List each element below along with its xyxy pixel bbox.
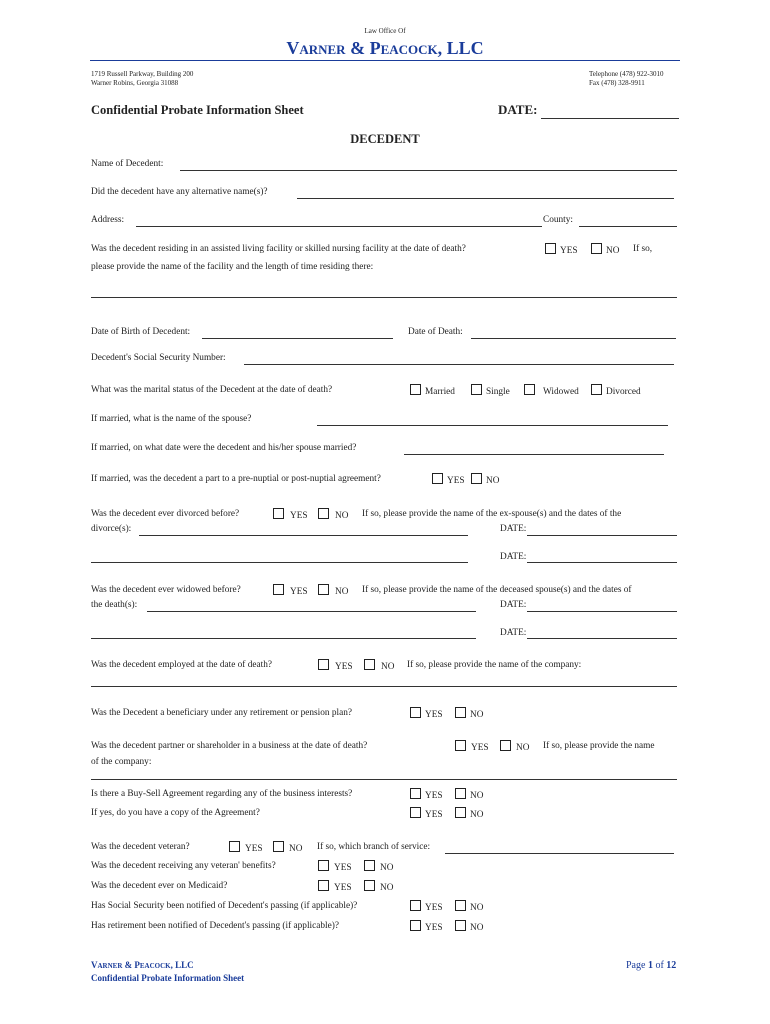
vet-benefits-no[interactable]: NO xyxy=(364,860,393,873)
name-field[interactable] xyxy=(180,170,677,171)
partner-no[interactable]: NO xyxy=(500,740,529,753)
spouse-name-field[interactable] xyxy=(317,425,668,426)
medicaid-yes[interactable]: YES xyxy=(318,880,352,893)
beneficiary-question: Was the Decedent a beneficiary under any retirement or pension plan? xyxy=(91,708,352,718)
employed-company-field[interactable] xyxy=(91,686,677,687)
alt-name-field[interactable] xyxy=(297,198,674,199)
widowed-name-field-1[interactable] xyxy=(147,611,476,612)
address-label: Address: xyxy=(91,215,125,225)
header-rule xyxy=(90,60,680,61)
copy-question: If yes, do you have a copy of the Agreement? xyxy=(91,808,260,818)
section-heading: DECEDENT xyxy=(350,132,420,146)
divorced-question: Was the decedent ever divorced before? xyxy=(91,509,240,519)
beneficiary-yes[interactable]: YES xyxy=(410,707,443,720)
dod-field[interactable] xyxy=(471,338,676,339)
checkbox[interactable] xyxy=(455,920,466,931)
facility-no[interactable]: NO xyxy=(591,243,619,256)
checkbox[interactable] xyxy=(364,659,375,670)
checkbox[interactable] xyxy=(455,707,466,718)
buysell-yes[interactable]: YES xyxy=(410,788,443,801)
vet-benefits-question: Was the decedent receiving any veteran' benefits? xyxy=(91,861,276,871)
employed-if-so: If so, please provide the name of the company: xyxy=(407,660,582,670)
veteran-no[interactable]: NO xyxy=(273,841,302,854)
marriage-date-label: If married, on what date were the decedent and his/her spouse married? xyxy=(91,443,357,453)
widowed-if-so-2: the death(s): xyxy=(91,600,138,610)
footer-firm-name: VARNER & PEACOCK, LLC xyxy=(91,960,194,970)
firm-name: VARNER & PEACOCK, LLC xyxy=(286,38,484,58)
copy-no[interactable]: NO xyxy=(455,807,483,820)
checkbox[interactable] xyxy=(410,920,421,931)
divorced-date-field-2[interactable] xyxy=(527,562,677,563)
divorced-yes[interactable]: YES xyxy=(273,508,308,521)
checkbox[interactable] xyxy=(455,900,466,911)
checkbox[interactable] xyxy=(273,584,284,595)
buysell-no[interactable]: NO xyxy=(455,788,483,801)
checkbox[interactable] xyxy=(455,807,466,818)
retirement-yes[interactable]: YES xyxy=(410,920,443,933)
alt-name-label: Did the decedent have any alternative name(s)? xyxy=(91,187,268,197)
divorced-no[interactable]: NO xyxy=(318,508,348,521)
address-line2: Warner Robins, Georgia 31088 xyxy=(91,79,179,87)
widowed-date-field-1[interactable] xyxy=(527,611,677,612)
checkbox[interactable] xyxy=(410,900,421,911)
dob-label: Date of Birth of Decedent: xyxy=(91,327,191,337)
medicaid-no[interactable]: NO xyxy=(364,880,393,893)
checkbox[interactable] xyxy=(410,807,421,818)
marital-widowed[interactable]: Widowed xyxy=(524,384,579,397)
prenup-question: If married, was the decedent a part to a pre-nuptial or post-nuptial agreement? xyxy=(91,474,381,484)
dod-label: Date of Death: xyxy=(408,327,463,337)
partner-company-field[interactable] xyxy=(91,779,677,780)
checkbox[interactable] xyxy=(524,384,535,395)
date-field[interactable] xyxy=(541,118,679,119)
divorced-if-so: If so, please provide the name of the ex-spouse(s) and the dates of the xyxy=(362,509,622,519)
veteran-if-so: If so, which branch of service: xyxy=(317,842,431,852)
ss-yes[interactable]: YES xyxy=(410,900,443,913)
name-label: Name of Decedent: xyxy=(91,159,164,169)
county-field[interactable] xyxy=(579,226,677,227)
beneficiary-no[interactable]: NO xyxy=(455,707,483,720)
divorced-name-field-1[interactable] xyxy=(139,535,468,536)
page-number: Page 1 of 12 xyxy=(626,960,677,971)
facility-question-2: please provide the name of the facility and the length of time residing there: xyxy=(91,262,374,272)
retirement-no[interactable]: NO xyxy=(455,920,483,933)
marital-divorced[interactable]: Divorced xyxy=(591,384,641,397)
telephone: Telephone (478) 922-3010 xyxy=(589,70,664,78)
employed-no[interactable]: NO xyxy=(364,659,394,672)
checkbox[interactable] xyxy=(229,841,240,852)
checkbox[interactable] xyxy=(500,740,511,751)
employed-question: Was the decedent employed at the date of death? xyxy=(91,660,272,670)
divorced-date-field-1[interactable] xyxy=(527,535,677,536)
divorced-date-label-2: DATE: xyxy=(500,552,527,562)
facility-yes[interactable]: YES xyxy=(545,243,578,256)
checkbox[interactable] xyxy=(364,880,375,891)
veteran-branch-field[interactable] xyxy=(445,853,674,854)
dob-field[interactable] xyxy=(202,338,393,339)
checkbox[interactable] xyxy=(318,659,329,670)
medicaid-question: Was the decedent ever on Medicaid? xyxy=(91,881,228,891)
marriage-date-field[interactable] xyxy=(404,454,664,455)
partner-if-so: If so, please provide the name xyxy=(543,741,655,751)
marital-married[interactable]: Married xyxy=(410,384,455,397)
address-line1: 1719 Russell Parkway, Building 200 xyxy=(91,70,194,78)
widowed-name-field-2[interactable] xyxy=(91,638,476,639)
veteran-question: Was the decedent veteran? xyxy=(91,842,190,852)
checkbox[interactable] xyxy=(410,384,421,395)
checkbox[interactable] xyxy=(273,841,284,852)
widowed-date-label-2: DATE: xyxy=(500,628,527,638)
checkbox[interactable] xyxy=(273,508,284,519)
footer-sheet-title: Confidential Probate Information Sheet xyxy=(91,973,245,983)
ss-no[interactable]: NO xyxy=(455,900,483,913)
address-field[interactable] xyxy=(136,226,542,227)
buysell-question: Is there a Buy-Sell Agreement regarding any of the business interests? xyxy=(91,789,353,799)
facility-field[interactable] xyxy=(91,297,677,298)
county-label: County: xyxy=(543,215,573,225)
widowed-question: Was the decedent ever widowed before? xyxy=(91,585,241,595)
law-office-label: Law Office Of xyxy=(364,27,406,35)
retirement-question: Has retirement been notified of Decedent's passing (if applicable)? xyxy=(91,921,339,931)
widowed-no[interactable]: NO xyxy=(318,584,348,597)
ss-question: Has Social Security been notified of Decedent's passing (if applicable)? xyxy=(91,901,358,911)
checkbox[interactable] xyxy=(410,707,421,718)
partner-yes[interactable]: YES xyxy=(455,740,489,753)
prenup-yes[interactable]: YES xyxy=(432,473,465,486)
checkbox[interactable] xyxy=(318,508,329,519)
checkbox[interactable] xyxy=(318,584,329,595)
prenup-no[interactable]: NO xyxy=(471,473,499,486)
date-label: DATE: xyxy=(498,102,538,117)
vet-benefits-yes[interactable]: YES xyxy=(318,860,352,873)
checkbox[interactable] xyxy=(432,473,443,484)
checkbox[interactable] xyxy=(455,788,466,799)
widowed-date-label-1: DATE: xyxy=(500,600,527,610)
widowed-if-so: If so, please provide the name of the deceased spouse(s) and the dates of xyxy=(362,585,632,595)
veteran-yes[interactable]: YES xyxy=(229,841,263,854)
checkbox[interactable] xyxy=(471,473,482,484)
facility-question: Was the decedent residing in an assisted living facility or skilled nursing facility at the date of death? xyxy=(91,244,466,254)
copy-yes[interactable]: YES xyxy=(410,807,443,820)
widowed-date-field-2[interactable] xyxy=(527,638,677,639)
partner-question: Was the decedent partner or shareholder in a business at the date of death? xyxy=(91,741,368,751)
checkbox[interactable] xyxy=(410,788,421,799)
partner-if-so-2: of the company: xyxy=(91,757,152,767)
ssn-field[interactable] xyxy=(244,364,674,365)
checkbox[interactable] xyxy=(318,860,329,871)
fax: Fax (478) 328-9911 xyxy=(589,79,645,87)
checkbox[interactable] xyxy=(591,243,602,254)
marital-question: What was the marital status of the Decedent at the date of death? xyxy=(91,385,333,395)
checkbox[interactable] xyxy=(364,860,375,871)
spouse-name-label: If married, what is the name of the spouse? xyxy=(91,414,252,424)
checkbox[interactable] xyxy=(455,740,466,751)
ssn-label: Decedent's Social Security Number: xyxy=(91,353,226,363)
marital-single[interactable]: Single xyxy=(471,384,510,397)
divorced-if-so-2: divorce(s): xyxy=(91,524,132,534)
checkbox[interactable] xyxy=(318,880,329,891)
facility-if-so: If so, xyxy=(633,244,653,254)
widowed-yes[interactable]: YES xyxy=(273,584,308,597)
divorced-date-label-1: DATE: xyxy=(500,524,527,534)
checkbox[interactable] xyxy=(471,384,482,395)
divorced-name-field-2[interactable] xyxy=(91,562,468,563)
employed-yes[interactable]: YES xyxy=(318,659,353,672)
checkbox[interactable] xyxy=(545,243,556,254)
checkbox[interactable] xyxy=(591,384,602,395)
page-title: Confidential Probate Information Sheet xyxy=(91,103,304,117)
